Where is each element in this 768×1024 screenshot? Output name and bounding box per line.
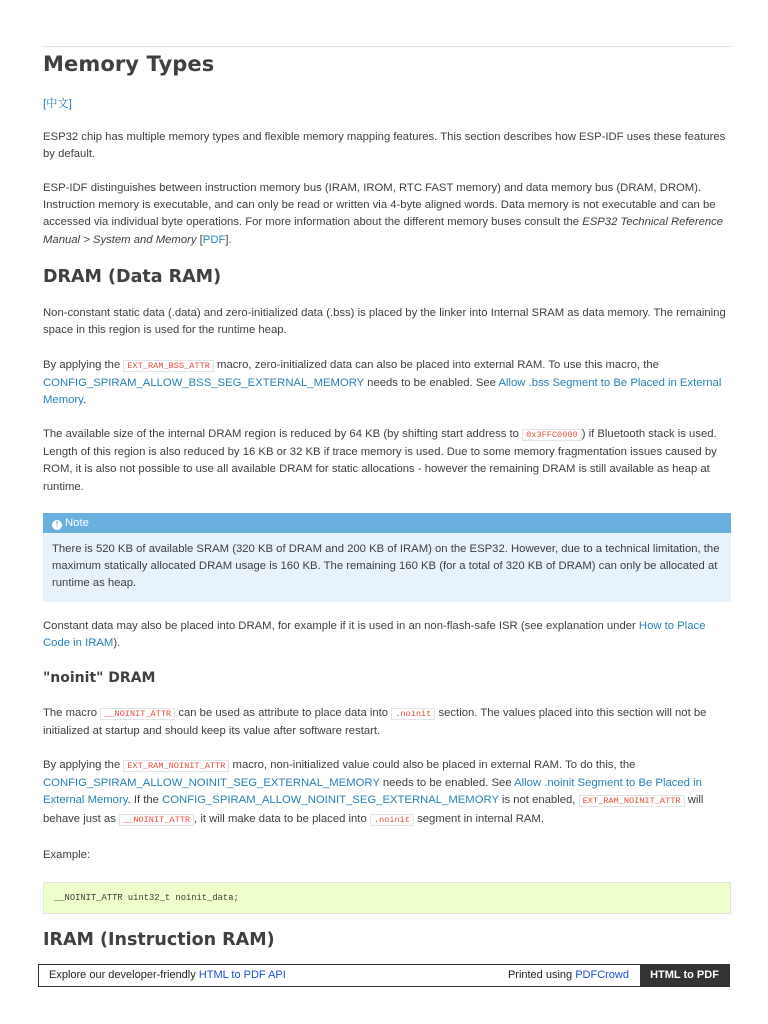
note-header (43, 513, 731, 533)
config-noinit-link-2[interactable]: CONFIG_SPIRAM_ALLOW_NOINIT_SEG_EXTERNAL_MEMORY (162, 794, 499, 807)
noinit-paragraph-2: By applying the EXT_RAM_NOINIT_ATTR macro, non-initialized value could also be placed in external RAM. To do this, the CONFIG_SPIRAM_ALLOW_NOINIT_SEG_EXTERNAL_MEMORY needs to be enabled. See Allow .noinit Segment to Be Placed in External Memory. If the CONFIG_SPIRAM_ALLOW_NOINIT_SEG_EXTERNAL_MEMORY is not enabled, EXT_RAM_NOINIT_ATTR will behave just as __NOINIT_ATTR , it will make data to be placed into .noinit segment in internal RAM. (43, 759, 704, 825)
pdfcrowd-footer (38, 964, 730, 987)
config-bss-link[interactable]: CONFIG_SPIRAM_ALLOW_BSS_SEG_EXTERNAL_MEMORY (43, 377, 365, 390)
footer-printed-using: Printed using PDFCrowd (507, 969, 629, 981)
html-to-pdf-api-link[interactable]: HTML to PDF API (198, 969, 286, 981)
place-code-iram-link[interactable]: How to Place Code in IRAM (43, 620, 706, 650)
noinit-segment-link[interactable]: Allow .noinit Segment to Be Placed in External Memory (43, 777, 702, 807)
info-icon: ! (52, 520, 62, 530)
noinit-heading: "noinit" DRAM (43, 670, 156, 686)
note-box (43, 513, 731, 602)
note-body: There is 520 KB of available SRAM (320 KB of DRAM and 200 KB of IRAM) on the ESP32. However, due to a technical limitation, the maximum statically allocated DRAM usage is 160 KB. The remaining 160 KB (for a total of 320 KB of DRAM) can only be allocated at runtime as heap. (52, 543, 720, 590)
noinit-section-code: .noinit (391, 708, 435, 720)
language-link-line (43, 96, 731, 113)
dram-paragraph-4: Constant data may also be placed into DRAM, for example if it is used in an non-flash-safe ISR (see explanation under How to Place Code in IRAM). (43, 620, 706, 650)
intro-paragraph-1: ESP32 chip has multiple memory types and flexible memory mapping features. This section describes how ESP-IDF uses these features by default. (43, 131, 726, 161)
config-noinit-link[interactable]: CONFIG_SPIRAM_ALLOW_NOINIT_SEG_EXTERNAL_MEMORY (43, 777, 380, 790)
bss-segment-link[interactable]: Allow .bss Segment to Be Placed in External Memory (43, 377, 722, 407)
code-block-text: __NOINIT_ATTR uint32_t noinit_data; (54, 893, 239, 903)
ext-ram-bss-attr-code: EXT_RAM_BSS_ATTR (123, 360, 214, 372)
footer-promo: Explore our developer-friendly HTML to PDF API (49, 969, 286, 981)
example-label: Example: (43, 849, 91, 861)
pdfcrowd-link[interactable]: PDFCrowd (575, 969, 629, 981)
dram-paragraph-3: The available size of the internal DRAM region is reduced by 64 KB (by shifting start address to 0x3FFC0000 ) if Bluetooth stack is used. Length of this region is also reduced by 16 KB or 32 KB if trace memory is used. Due to some memory fragmentation issues caused by ROM, it is also not possible to use all available DRAM for static allocations - however the remaining DRAM is still available as heap at runtime. (43, 428, 717, 493)
top-divider (43, 46, 731, 47)
iram-heading: IRAM (Instruction RAM) (43, 930, 275, 950)
html-to-pdf-button[interactable]: HTML to PDF (640, 965, 729, 986)
dram-paragraph-2: By applying the EXT_RAM_BSS_ATTR macro, zero-initialized data can also be placed into external RAM. To use this macro, the CONFIG_SPIRAM_ALLOW_BSS_SEG_EXTERNAL_MEMORY needs to be enabled. See Allow .bss Segment to Be Placed in External Memory. (43, 359, 722, 407)
code-block (43, 882, 731, 914)
page-title: Memory Types (43, 52, 215, 76)
pdf-link[interactable]: PDF (202, 233, 226, 246)
address-code: 0x3FFC0000 (522, 429, 582, 441)
noinit-attr-code-2: __NOINIT_ATTR (119, 814, 194, 826)
noinit-section-code-2: .noinit (370, 814, 414, 826)
language-link[interactable]: [中文] (43, 98, 72, 110)
ext-ram-noinit-attr-code-2: EXT_RAM_NOINIT_ATTR (579, 795, 685, 807)
dram-paragraph-1: Non-constant static data (.data) and zero-initialized data (.bss) is placed by the linker into Internal SRAM as data memory. The remaining space in this region is used for the runtime heap. (43, 307, 726, 337)
dram-heading: DRAM (Data RAM) (43, 267, 222, 287)
ext-ram-noinit-attr-code: EXT_RAM_NOINIT_ATTR (123, 760, 229, 772)
noinit-paragraph-1: The macro __NOINIT_ATTR can be used as attribute to place data into .noinit section. The values placed into this section will not be initialized at startup and should keep its value after software restart. (43, 707, 707, 738)
noinit-attr-code: __NOINIT_ATTR (100, 708, 175, 720)
note-title: Note (65, 517, 89, 529)
intro-paragraph-2: ESP-IDF distinguishes between instruction memory bus (IRAM, IROM, RTC FAST memory) and data memory bus (DRAM, DROM). Instruction memory is executable, and can only be read or written via 4-byte aligned words. Data memory is not executable and can be accessed via individual byte operations. For more information about the different memory buses consult the ESP32 Technical Reference Manual > System and Memory [PDF]. (43, 182, 724, 246)
